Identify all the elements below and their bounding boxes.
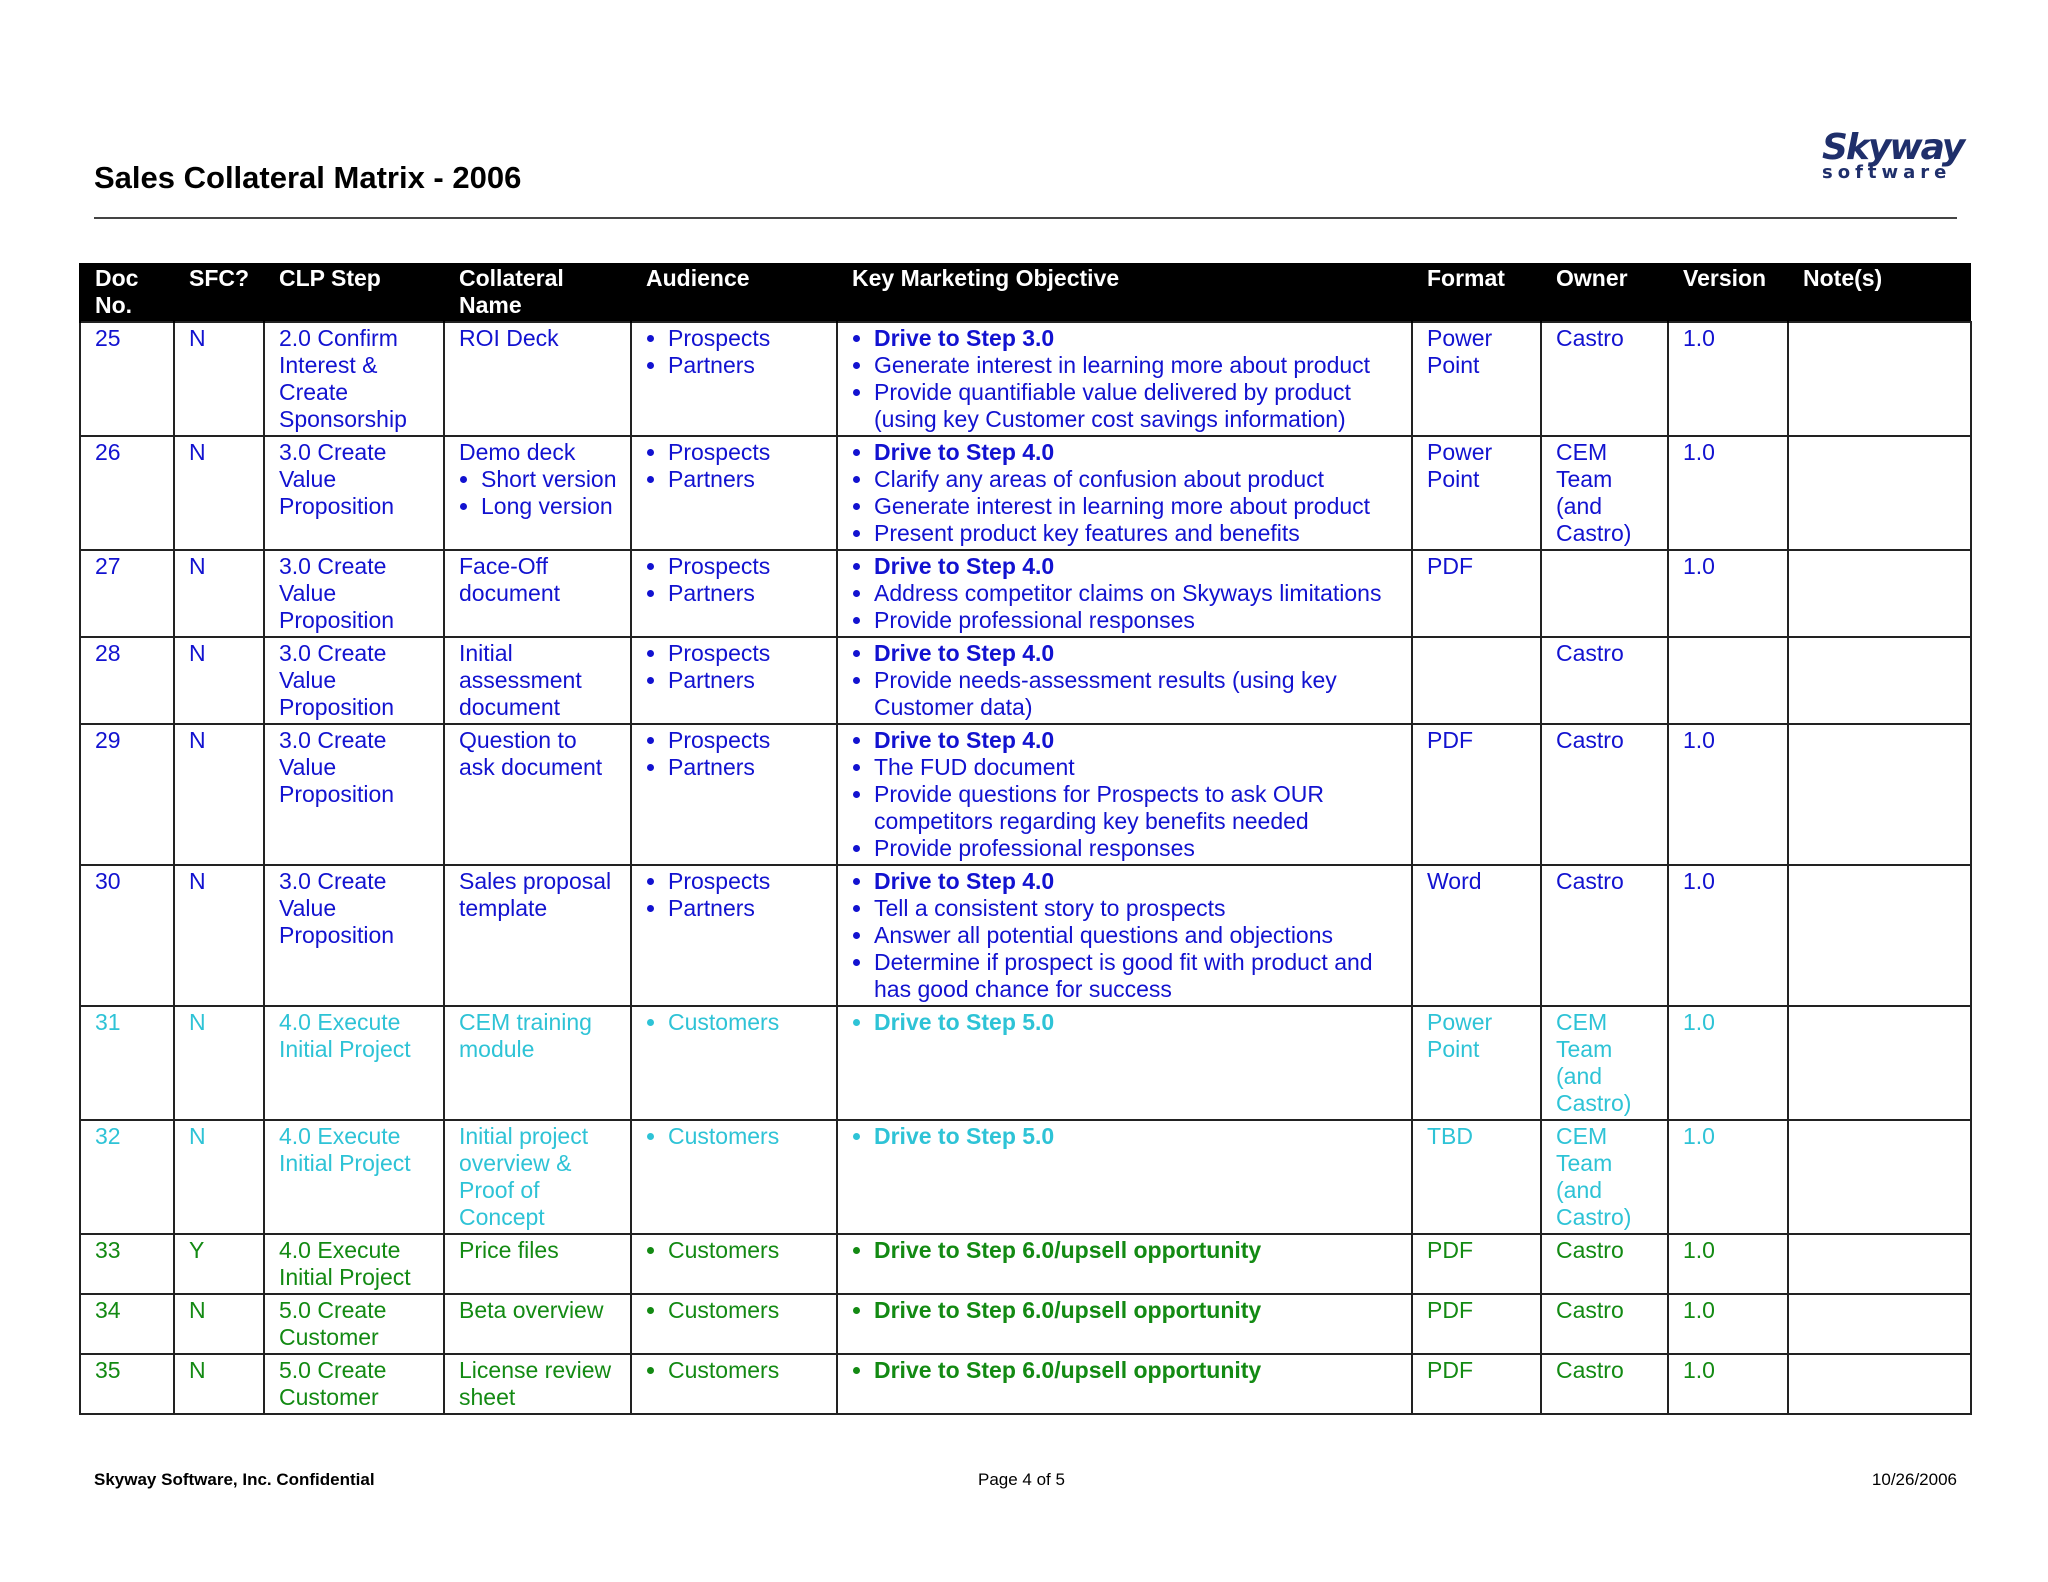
objective-cell (837, 637, 1412, 724)
table-row (80, 322, 1971, 436)
clp-step-cell: 3.0 Create Value Proposition (264, 637, 444, 724)
version-cell: 1.0 (1668, 1234, 1788, 1294)
objective-list (852, 439, 1399, 547)
audience-list (646, 868, 824, 922)
collateral-name-cell (444, 1006, 631, 1120)
version-cell: 1.0 (1668, 550, 1788, 637)
audience-cell (631, 724, 837, 865)
clp-step-cell: 4.0 Execute Initial Project (264, 1006, 444, 1120)
version-cell: 1.0 (1668, 1294, 1788, 1354)
format-cell: PDF (1412, 1354, 1541, 1414)
version-cell: 1.0 (1668, 436, 1788, 550)
notes-cell (1788, 724, 1971, 865)
audience-list (646, 640, 824, 694)
objective-cell (837, 1006, 1412, 1120)
collateral-name: Initial project overview & Proof of Concept (459, 1123, 589, 1230)
owner-cell: Castro (1541, 865, 1668, 1006)
objective-cell (837, 865, 1412, 1006)
objective-primary: • Drive to Step 4.0 (874, 727, 1399, 754)
collateral-name-cell (444, 724, 631, 865)
version-cell: 1.0 (1668, 1354, 1788, 1414)
collateral-name: License review sheet (459, 1357, 612, 1410)
collateral-name: Demo deck (459, 439, 576, 465)
notes-cell (1788, 637, 1971, 724)
doc-no-cell: 29 (80, 724, 174, 865)
header-doc-no: Doc No. (80, 263, 174, 322)
clp-step-cell: 5.0 Create Customer (264, 1294, 444, 1354)
audience-item: • Prospects (668, 553, 824, 580)
audience-item: • Partners (668, 754, 824, 781)
doc-no-cell: 35 (80, 1354, 174, 1414)
doc-no-cell: 27 (80, 550, 174, 637)
objective-item: • Determine if prospect is good fit with product and has good chance for success (874, 949, 1399, 1003)
objective-cell (837, 1294, 1412, 1354)
objective-list (852, 1237, 1399, 1264)
sfc-cell: N (174, 436, 264, 550)
objective-item: • Provide professional responses (874, 607, 1399, 634)
version-cell (1668, 637, 1788, 724)
audience-item: • Partners (668, 580, 824, 607)
audience-list (646, 1009, 824, 1036)
audience-cell (631, 436, 837, 550)
objective-cell (837, 724, 1412, 865)
objective-primary: • Drive to Step 6.0/upsell opportunity (874, 1297, 1399, 1324)
version-cell: 1.0 (1668, 322, 1788, 436)
audience-cell (631, 637, 837, 724)
owner-cell: CEM Team (and Castro) (1541, 1006, 1668, 1120)
clp-step-cell: 3.0 Create Value Proposition (264, 436, 444, 550)
collateral-name-cell (444, 637, 631, 724)
doc-no-cell: 25 (80, 322, 174, 436)
objective-cell (837, 1234, 1412, 1294)
objective-primary: • Drive to Step 4.0 (874, 439, 1399, 466)
sfc-cell: Y (174, 1234, 264, 1294)
format-cell: Word (1412, 865, 1541, 1006)
audience-item: • Prospects (668, 727, 824, 754)
objective-item: • Generate interest in learning more about product (874, 352, 1399, 379)
owner-cell: Castro (1541, 1354, 1668, 1414)
objective-primary: • Drive to Step 5.0 (874, 1009, 1399, 1036)
sfc-cell: N (174, 1120, 264, 1234)
audience-cell (631, 865, 837, 1006)
collateral-name-cell (444, 436, 631, 550)
notes-cell (1788, 436, 1971, 550)
collateral-table (79, 263, 1972, 1415)
collateral-name-cell (444, 1354, 631, 1414)
objective-cell (837, 322, 1412, 436)
objective-item: • Clarify any areas of confusion about product (874, 466, 1399, 493)
collateral-name: Face-Off document (459, 553, 561, 606)
collateral-name-cell (444, 1234, 631, 1294)
doc-no-cell: 28 (80, 637, 174, 724)
notes-cell (1788, 1006, 1971, 1120)
notes-cell (1788, 1294, 1971, 1354)
version-cell: 1.0 (1668, 724, 1788, 865)
doc-no-cell: 34 (80, 1294, 174, 1354)
collateral-version-item: • Long version (481, 493, 618, 520)
footer-date: 10/26/2006 (1871, 1470, 1957, 1489)
format-cell: Power Point (1412, 436, 1541, 550)
owner-cell (1541, 550, 1668, 637)
objective-list (852, 325, 1399, 433)
objective-item: • Address competitor claims on Skyways limitations (874, 580, 1399, 607)
collateral-name: Sales proposal template (459, 868, 612, 921)
objective-primary: • Drive to Step 6.0/upsell opportunity (874, 1357, 1399, 1384)
doc-no-cell: 32 (80, 1120, 174, 1234)
audience-cell (631, 550, 837, 637)
header-notes: Note(s) (1788, 263, 1971, 322)
audience-item: • Prospects (668, 325, 824, 352)
objective-primary: • Drive to Step 4.0 (874, 868, 1399, 895)
collateral-version-list (459, 466, 618, 520)
table-row (80, 865, 1971, 1006)
owner-cell: CEM Team (and Castro) (1541, 436, 1668, 550)
version-cell: 1.0 (1668, 1120, 1788, 1234)
sfc-cell: N (174, 637, 264, 724)
owner-cell: Castro (1541, 637, 1668, 724)
sfc-cell: N (174, 550, 264, 637)
audience-cell (631, 1120, 837, 1234)
objective-list (852, 1009, 1399, 1036)
audience-item: • Prospects (668, 439, 824, 466)
collateral-name-cell (444, 865, 631, 1006)
header-version: Version (1668, 263, 1788, 322)
objective-cell (837, 436, 1412, 550)
objective-cell (837, 550, 1412, 637)
table-row (80, 1120, 1971, 1234)
format-cell: PDF (1412, 1294, 1541, 1354)
doc-no-cell: 30 (80, 865, 174, 1006)
audience-item: • Customers (668, 1237, 824, 1264)
notes-cell (1788, 1120, 1971, 1234)
objective-item: • Provide quantifiable value delivered by product (using key Customer cost savings information) (874, 379, 1399, 433)
objective-list (852, 868, 1399, 1003)
format-cell: PDF (1412, 1234, 1541, 1294)
footer-confidential: Skyway Software, Inc. Confidential (94, 1470, 375, 1489)
audience-item: • Customers (668, 1297, 824, 1324)
objective-cell (837, 1354, 1412, 1414)
header-owner: Owner (1541, 263, 1668, 322)
sfc-cell: N (174, 865, 264, 1006)
table-header-row (80, 263, 1971, 322)
objective-list (852, 1123, 1399, 1150)
header-key-marketing-objective: Key Marketing Objective (837, 263, 1412, 322)
objective-item: • Tell a consistent story to prospects (874, 895, 1399, 922)
objective-primary: • Drive to Step 4.0 (874, 553, 1399, 580)
collateral-version-item: • Short version (481, 466, 618, 493)
table-row (80, 436, 1971, 550)
notes-cell (1788, 322, 1971, 436)
owner-cell: Castro (1541, 724, 1668, 865)
audience-list (646, 727, 824, 781)
collateral-name: CEM training module (459, 1009, 592, 1062)
objective-item: • Provide professional responses (874, 835, 1399, 862)
sfc-cell: N (174, 1294, 264, 1354)
header-format: Format (1412, 263, 1541, 322)
audience-item: • Prospects (668, 640, 824, 667)
clp-step-cell: 5.0 Create Customer (264, 1354, 444, 1414)
audience-cell (631, 1006, 837, 1120)
notes-cell (1788, 1354, 1971, 1414)
owner-cell: Castro (1541, 322, 1668, 436)
format-cell: PDF (1412, 724, 1541, 865)
objective-list (852, 1357, 1399, 1384)
table-row (80, 1006, 1971, 1120)
sfc-cell: N (174, 1354, 264, 1414)
objective-cell (837, 1120, 1412, 1234)
audience-item: • Prospects (668, 868, 824, 895)
version-cell: 1.0 (1668, 865, 1788, 1006)
table-row (80, 1234, 1971, 1294)
doc-no-cell: 31 (80, 1006, 174, 1120)
sfc-cell: N (174, 322, 264, 436)
clp-step-cell: 2.0 Confirm Interest & Create Sponsorship (264, 322, 444, 436)
owner-cell: Castro (1541, 1294, 1668, 1354)
header-collateral-name: Collateral Name (444, 263, 631, 322)
table-row (80, 637, 1971, 724)
format-cell: Power Point (1412, 322, 1541, 436)
format-cell: TBD (1412, 1120, 1541, 1234)
clp-step-cell: 3.0 Create Value Proposition (264, 865, 444, 1006)
objective-list (852, 1297, 1399, 1324)
clp-step-cell: 4.0 Execute Initial Project (264, 1120, 444, 1234)
clp-step-cell: 4.0 Execute Initial Project (264, 1234, 444, 1294)
sfc-cell: N (174, 1006, 264, 1120)
table-body (80, 322, 1971, 1414)
collateral-name: Beta overview (459, 1297, 604, 1323)
objective-primary: • Drive to Step 6.0/upsell opportunity (874, 1237, 1399, 1264)
audience-cell (631, 1354, 837, 1414)
objective-item: • Provide questions for Prospects to ask OUR competitors regarding key benefits needed (874, 781, 1399, 835)
clp-step-cell: 3.0 Create Value Proposition (264, 724, 444, 865)
collateral-name: Question to ask document (459, 727, 603, 780)
audience-list (646, 439, 824, 493)
collateral-name-cell (444, 1294, 631, 1354)
audience-item: • Partners (668, 352, 824, 379)
audience-list (646, 1123, 824, 1150)
table-row (80, 724, 1971, 865)
objective-item: • Present product key features and benefits (874, 520, 1399, 547)
header-clp-step: CLP Step (264, 263, 444, 322)
audience-item: • Customers (668, 1357, 824, 1384)
collateral-name-cell (444, 322, 631, 436)
version-cell: 1.0 (1668, 1006, 1788, 1120)
header-divider (94, 217, 1957, 219)
objective-primary: • Drive to Step 5.0 (874, 1123, 1399, 1150)
notes-cell (1788, 1234, 1971, 1294)
audience-cell (631, 322, 837, 436)
footer-page-number: Page 4 of 5 (978, 1470, 1065, 1489)
skyway-logo (1822, 128, 1962, 198)
collateral-name: ROI Deck (459, 325, 559, 351)
objective-list (852, 727, 1399, 862)
clp-step-cell: 3.0 Create Value Proposition (264, 550, 444, 637)
format-cell (1412, 637, 1541, 724)
audience-cell (631, 1234, 837, 1294)
page-title: Sales Collateral Matrix - 2006 (94, 160, 522, 195)
objective-primary: • Drive to Step 3.0 (874, 325, 1399, 352)
notes-cell (1788, 550, 1971, 637)
format-cell: Power Point (1412, 1006, 1541, 1120)
collateral-name: Initial assessment document (459, 640, 582, 720)
logo-sub-text: software (1822, 162, 1952, 183)
audience-list (646, 1237, 824, 1264)
audience-item: • Customers (668, 1123, 824, 1150)
audience-item: • Partners (668, 466, 824, 493)
header-audience: Audience (631, 263, 837, 322)
owner-cell: Castro (1541, 1234, 1668, 1294)
sfc-cell: N (174, 724, 264, 865)
table-row (80, 1354, 1971, 1414)
objective-item: • Generate interest in learning more about product (874, 493, 1399, 520)
audience-item: • Partners (668, 667, 824, 694)
collateral-name-cell (444, 550, 631, 637)
audience-list (646, 553, 824, 607)
notes-cell (1788, 865, 1971, 1006)
objective-list (852, 640, 1399, 721)
audience-item: • Partners (668, 895, 824, 922)
audience-list (646, 1357, 824, 1384)
audience-list (646, 325, 824, 379)
format-cell: PDF (1412, 550, 1541, 637)
audience-item: • Customers (668, 1009, 824, 1036)
collateral-name-cell (444, 1120, 631, 1234)
header-sfc: SFC? (174, 263, 264, 322)
doc-no-cell: 33 (80, 1234, 174, 1294)
objective-primary: • Drive to Step 4.0 (874, 640, 1399, 667)
audience-cell (631, 1294, 837, 1354)
table-row (80, 1294, 1971, 1354)
logo-brand-text: Skyway (1822, 127, 1964, 168)
objective-list (852, 553, 1399, 634)
objective-item: • The FUD document (874, 754, 1399, 781)
collateral-name: Price files (459, 1237, 559, 1263)
objective-item: • Provide needs-assessment results (using key Customer data) (874, 667, 1399, 721)
objective-item: • Answer all potential questions and objections (874, 922, 1399, 949)
owner-cell: CEM Team (and Castro) (1541, 1120, 1668, 1234)
audience-list (646, 1297, 824, 1324)
table-row (80, 550, 1971, 637)
doc-no-cell: 26 (80, 436, 174, 550)
